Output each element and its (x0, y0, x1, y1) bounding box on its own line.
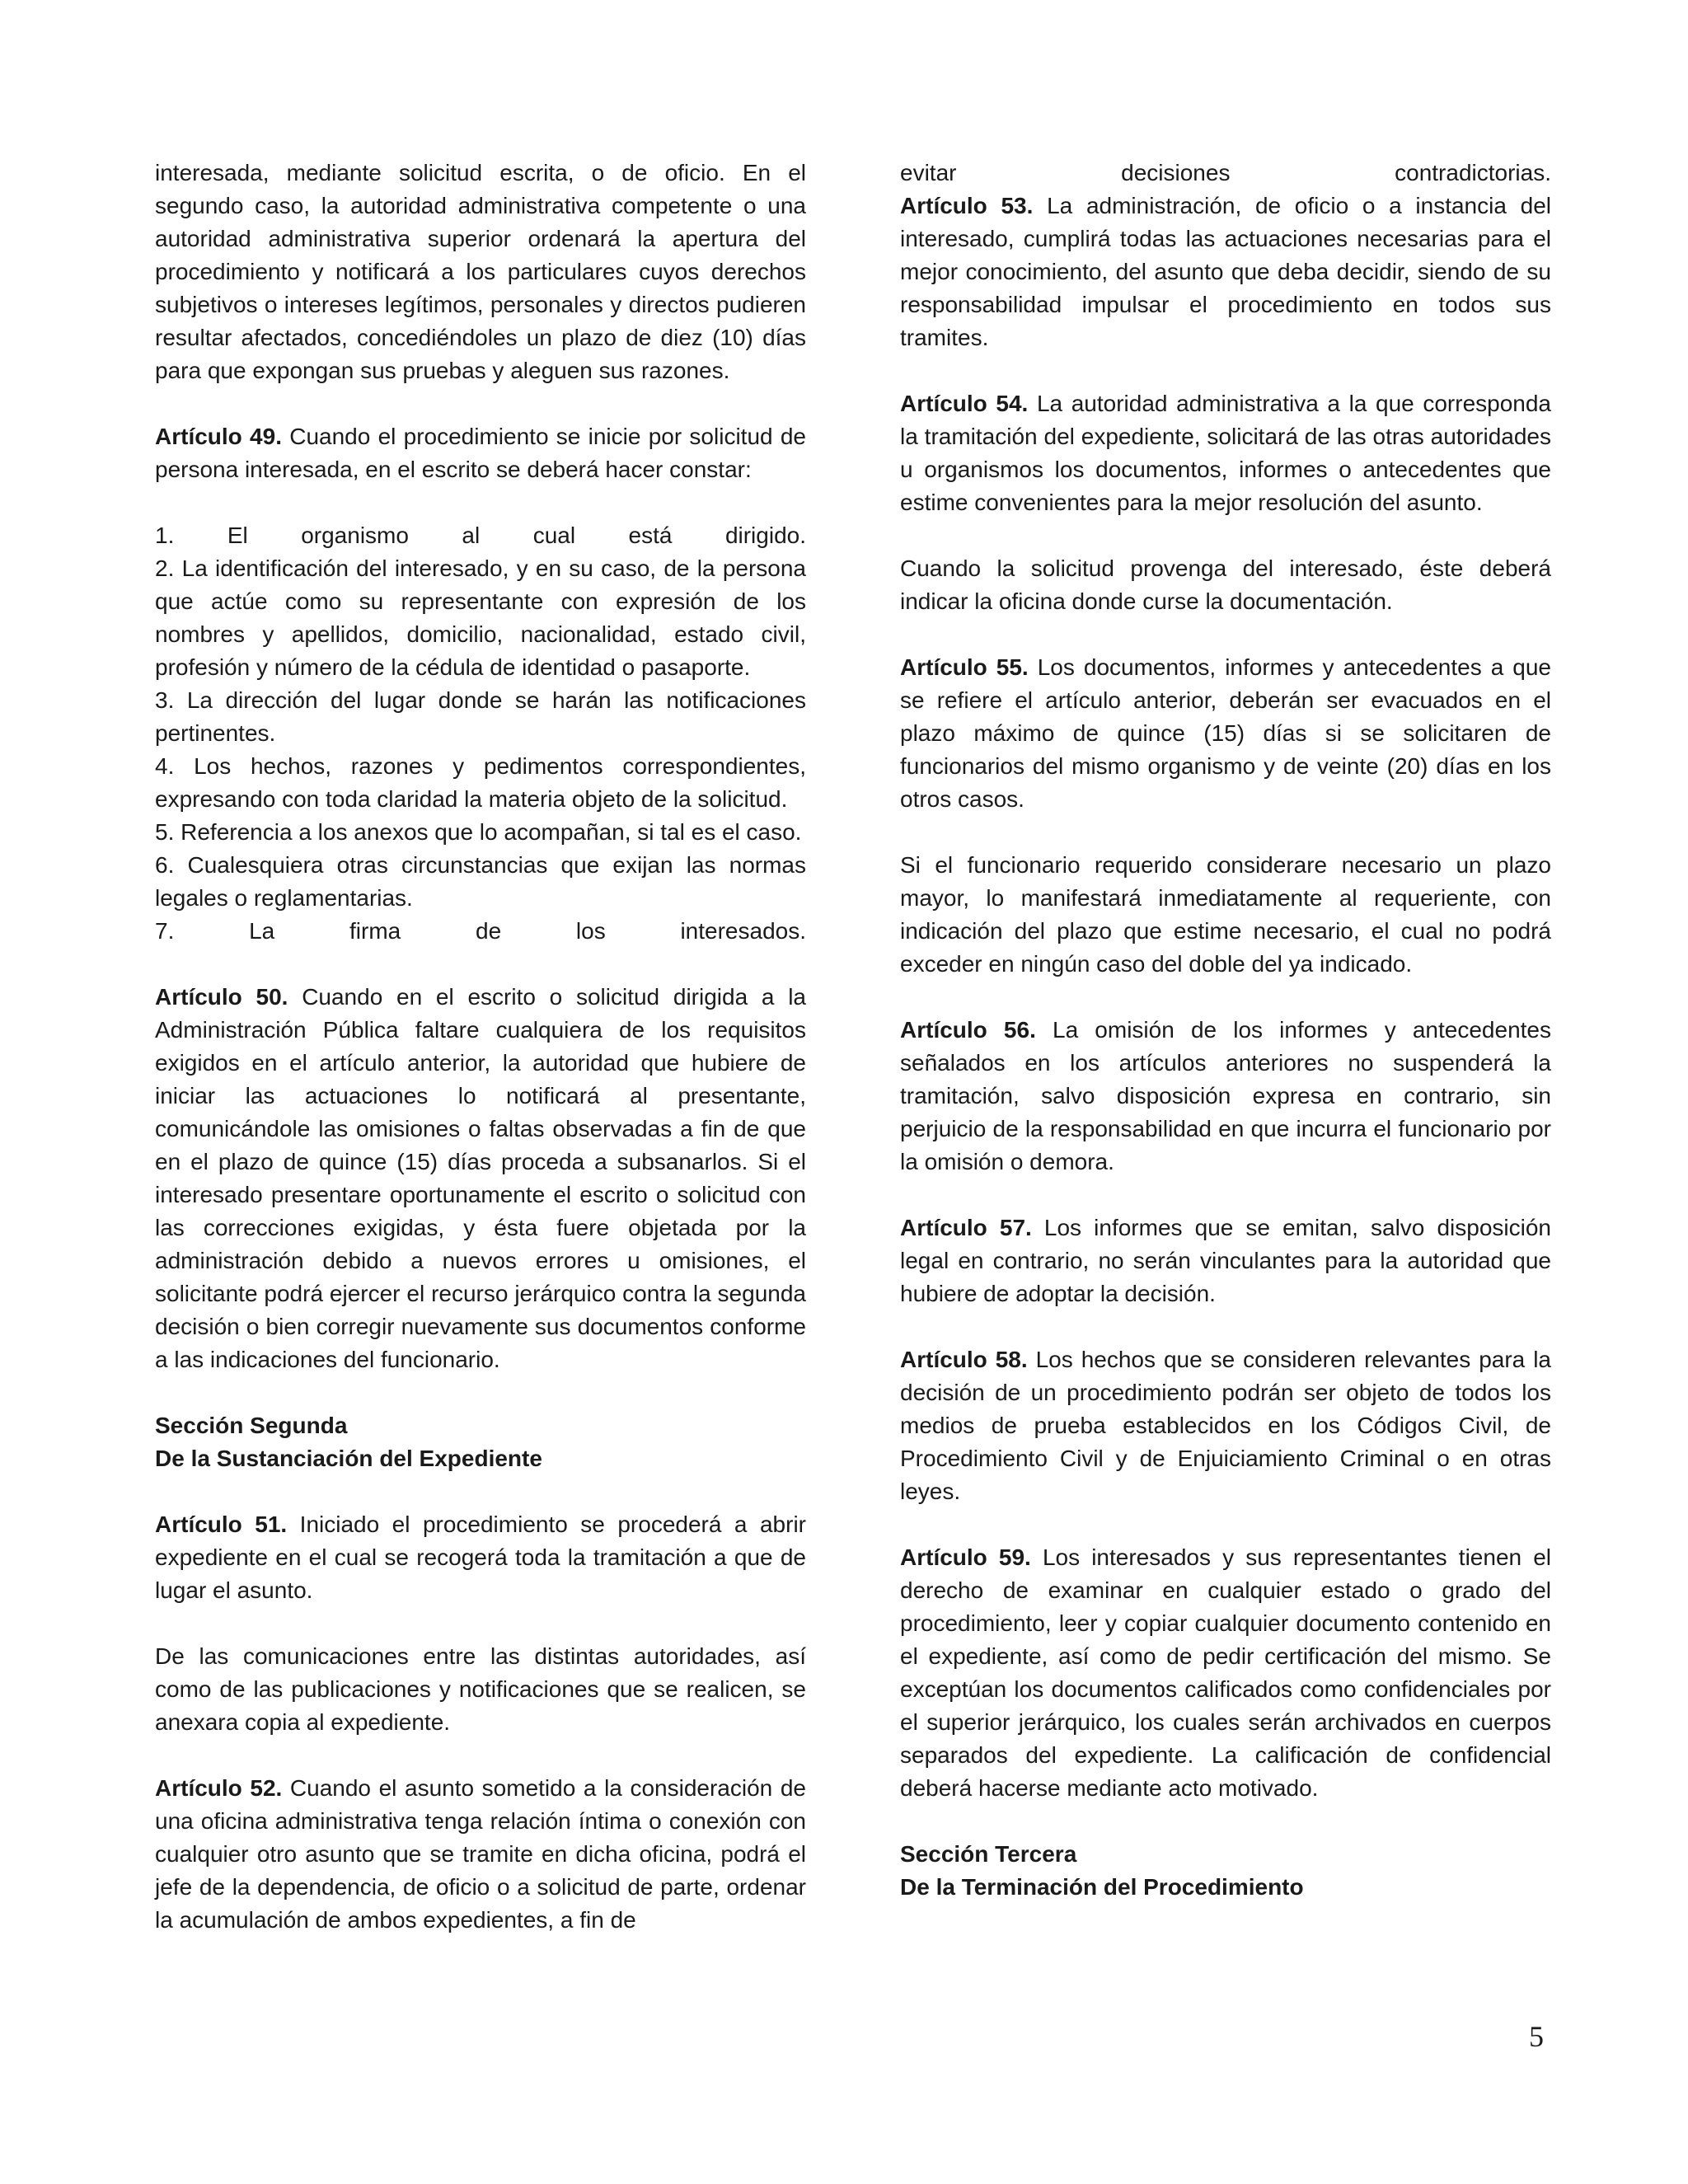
article-text: Cuando el asunto sometido a la consideración de una oficina administrativa tenga relación íntima o conexión con cualquier otro asunto que se tramite en dicha oficina, podrá el jefe de la dependencia, de oficio o a solicitud de parte, ordenar la acumulación de ambos expedientes, a fin de (155, 1775, 806, 1933)
article-text: Los informes que se emitan, salvo disposición legal en contrario, no serán vinculantes para la autoridad que hubiere de adoptar la decisión. (900, 1215, 1552, 1306)
article-label: Artículo 49. (155, 424, 282, 449)
section-title: Sección Segunda (155, 1413, 348, 1438)
section-subtitle: De la Sustanciación del Expediente (155, 1446, 542, 1471)
article-49 (155, 420, 806, 486)
article-54 (900, 387, 1551, 519)
article-text: Los interesados y sus representantes tienen el derecho de examinar en cualquier estado o grado del procedimiento, leer y copiar cualquier documento contenido en el expediente, así como de pedir certificación del mismo. Se exceptúan los documentos calificados como confidenciales por el superior jerárquico, los cuales serán archivados en cuerpos separados del expediente. La calificación de confidencial deberá hacerse mediante acto motivado. (900, 1544, 1552, 1801)
section-heading (155, 1409, 806, 1475)
list-item: 7. La firma de los interesados. (155, 918, 806, 944)
article-53 (900, 190, 1551, 354)
article-text: Los hechos que se consideren relevantes para la decisión de un procedimiento podrán ser objeto de todos los medios de prueba establecidos en los Códigos Civil, de Procedimiento Civil y de Enjuiciamiento Criminal o en otras leyes. (900, 1347, 1551, 1504)
list-item: 6. Cualesquiera otras circunstancias que exijan las normas legales o reglamentarias. (155, 852, 806, 911)
article-text: La autoridad administrativa a la que corresponda la tramitación del expediente, solicitará de las otras autoridades u organismos los documentos, informes o antecedentes que estime convenientes para la mejor resolución del asunto. (900, 391, 1552, 515)
article-50 (155, 981, 806, 1376)
paragraph: Cuando la solicitud provenga del interesado, éste deberá indicar la oficina donde curse la documentación. (900, 555, 1551, 614)
paragraph-continuation: interesada, mediante solicitud escrita, o de oficio. En el segundo caso, la autoridad administrativa competente o una autoridad administrativa superior ordenará la apertura del procedimiento y notificará a los particulares cuyos derechos subjetivos o intereses legítimos, personales y directos pudieren resultar afectados, concediéndoles un plazo de diez (10) días para que expongan sus pruebas y aleguen sus razones. (155, 160, 806, 383)
article-label: Artículo 57. (900, 1215, 1032, 1240)
paragraph: De las comunicaciones entre las distintas autoridades, así como de las publicaciones y notificaciones que se realicen, se anexara copia al expediente. (155, 1643, 806, 1735)
article-59 (900, 1541, 1551, 1805)
paragraph: Si el funcionario requerido considerare necesario un plazo mayor, lo manifestará inmediatamente al requeriente, con indicación del plazo que estime necesario, el cual no podrá exceder en ningún caso del doble del ya indicado. (900, 852, 1551, 977)
list-item: 2. La identificación del interesado, y en su caso, de la persona que actúe como su representante con expresión de los nombres y apellidos, domicilio, nacionalidad, estado civil, profesión y número de la cédula de identidad o pasaporte. (155, 555, 806, 680)
article-label: Artículo 51. (155, 1511, 288, 1537)
article-text: Los documentos, informes y antecedentes a que se refiere el artículo anterior, deberán ser evacuados en el plazo máximo de quince (15) días si se solicitaren de funcionarios del mismo organismo y de veinte (20) días en los otros casos. (900, 654, 1551, 812)
article-55 (900, 651, 1551, 816)
article-label: Artículo 53. (900, 193, 1034, 218)
list-item: 3. La dirección del lugar donde se harán las notificaciones pertinentes. (155, 687, 806, 746)
right-column (900, 157, 1551, 1937)
article-text: Cuando el procedimiento se inicie por solicitud de persona interesada, en el escrito se deberá hacer constar: (155, 424, 806, 482)
article-label: Artículo 52. (155, 1775, 283, 1801)
article-label: Artículo 55. (900, 654, 1029, 680)
article-58 (900, 1343, 1551, 1508)
article-51 (155, 1508, 806, 1607)
article-text: La administración, de oficio o a instancia del interesado, cumplirá todas las actuaciones necesarias para el mejor conocimiento, del asunto que deba decidir, siendo de su responsabilidad impulsar el procedimiento en todos sus tramites. (900, 193, 1551, 350)
article-text: Iniciado el procedimiento se procederá a abrir expediente en el cual se recogerá toda la tramitación a que de lugar el asunto. (155, 1511, 806, 1603)
article-56 (900, 1014, 1551, 1179)
left-column (155, 157, 806, 1970)
article-label: Artículo 54. (900, 391, 1029, 416)
list-item: 4. Los hechos, razones y pedimentos correspondientes, expresando con toda claridad la materia objeto de la solicitud. (155, 753, 806, 812)
list-item: 5. Referencia a los anexos que lo acompañan, si tal es el caso. (155, 819, 802, 845)
article-label: Artículo 58. (900, 1347, 1028, 1372)
section-subtitle: De la Terminación del Procedimiento (900, 1874, 1304, 1900)
article-label: Artículo 50. (155, 984, 288, 1010)
article-label: Artículo 59. (900, 1544, 1031, 1570)
list-item: 1. El organismo al cual está dirigido. (155, 523, 806, 548)
section-heading (900, 1838, 1551, 1904)
article-label: Artículo 56. (900, 1017, 1036, 1043)
article-text: Cuando en el escrito o solicitud dirigida a la Administración Pública faltare cualquiera de los requisitos exigidos en el artículo anterior, la autoridad que hubiere de iniciar las actuaciones lo notificará al presentante, comunicándole las omisiones o faltas observadas a fin de que en el plazo de quince (15) días proceda a subsanarlos. Si el interesado presentare oportunamente el escrito o solicitud con las correcciones exigidas, y ésta fuere objetada por la administración debido a nuevos errores u omisiones, el solicitante podrá ejercer el recurso jerárquico contra la segunda decisión o bien corregir nuevamente sus documentos conforme a las indicaciones del funcionario. (155, 984, 807, 1372)
section-title: Sección Tercera (900, 1841, 1077, 1867)
article-52 (155, 1772, 806, 1937)
page-number: 5 (1529, 2020, 1544, 2053)
article-text: La omisión de los informes y antecedentes señalados en los artículos anteriores no suspenderá la tramitación, salvo disposición expresa en contrario, sin perjuicio de la responsabilidad en que incurra el funcionario por la omisión o demora. (900, 1017, 1551, 1174)
article-57 (900, 1212, 1551, 1310)
paragraph-continuation: evitar decisiones contradictorias. (900, 160, 1551, 185)
